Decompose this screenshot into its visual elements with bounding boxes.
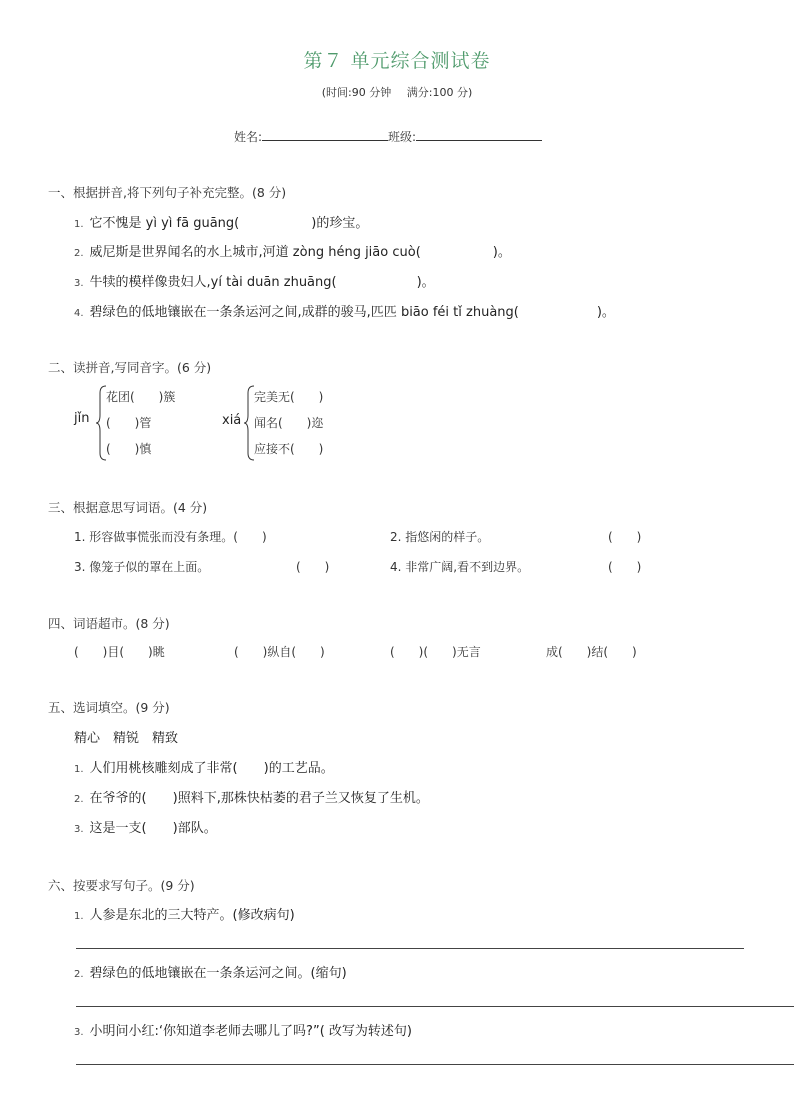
q-text: 人们用桃核雕刻成了非常( )的工艺品。: [89, 761, 334, 776]
q-text: 这是一支( )部队。: [89, 821, 217, 836]
s3-question-3: 3. 像笼子似的罩在上面。: [74, 560, 210, 574]
s5-question-1: [74, 757, 334, 776]
section-2-heading: 二、读拼音,写同音字。(6 分): [48, 360, 212, 375]
q-number: 3.: [74, 1027, 84, 1038]
q-text: 在爷爷的( )照料下,那株快枯萎的君子兰又恢复了生机。: [89, 791, 429, 806]
idiom-item-3: ( )( )无言: [390, 645, 481, 659]
answer-line-2[interactable]: [76, 1006, 794, 1007]
q-text: 碧绿色的低地镶嵌在一条条运河之间。(缩句): [89, 966, 347, 981]
q-number: 3.: [74, 278, 84, 289]
q-text: 牛犊的模样像贵妇人,yí tài duān zhuāng(: [89, 275, 337, 290]
q-tail: )。: [596, 305, 615, 320]
s3-question-2: 2. 指悠闲的样子。: [390, 530, 490, 544]
section-1-heading: 一、根据拼音,将下列句子补充完整。(8 分): [48, 185, 287, 200]
s1-question-3: [74, 271, 435, 290]
xia-item-3: 应接不( ): [254, 442, 324, 456]
q-number: 2.: [74, 248, 84, 259]
q-text: 它不愧是 yì yì fā guāng(: [89, 216, 240, 231]
s5-question-3: [74, 817, 217, 836]
jin-item-1: 花团( )簇: [106, 390, 176, 404]
word-choices: 精心 精锐 精致: [74, 731, 179, 746]
s6-question-3: [74, 1020, 412, 1039]
s1-question-4: [74, 301, 615, 320]
q-number: 1.: [74, 219, 84, 230]
answer-line-3[interactable]: [76, 1064, 794, 1065]
name-field[interactable]: [262, 128, 388, 141]
q-text: 人参是东北的三大特产。(修改病句): [89, 908, 295, 923]
idiom-item-2: ( )纵自( ): [234, 645, 325, 659]
q-tail: )的珍宝。: [311, 216, 369, 231]
pinyin-jin: jǐn: [74, 411, 90, 426]
q-number: 3.: [74, 824, 84, 835]
s3-answer-2[interactable]: ( ): [608, 530, 642, 544]
page-title: 第７ 单元综合测试卷: [303, 50, 491, 72]
idiom-item-4: 成( )结( ): [546, 645, 637, 659]
section-4-heading: 四、词语超市。(8 分): [48, 616, 170, 631]
s3-question-1: 1. 形容做事慌张而没有条理。( ): [74, 530, 267, 544]
s3-answer-3[interactable]: ( ): [296, 560, 330, 574]
s1-question-1: [74, 212, 368, 231]
section-3-heading: 三、根据意思写词语。(4 分): [48, 500, 208, 515]
s5-question-2: [74, 787, 429, 806]
exam-info: [0, 84, 794, 100]
q-text: 小明问小红:‘你知道李老师去哪儿了吗?”( 改写为转述句): [89, 1024, 412, 1039]
jin-item-2: ( )管: [106, 416, 152, 430]
pinyin-xia: xiá: [222, 413, 242, 428]
idiom-item-1: ( )目( )眺: [74, 645, 165, 659]
full-score: 满分:100 分): [406, 86, 473, 99]
s6-question-1: [74, 904, 295, 923]
q-number: 4.: [74, 308, 84, 319]
student-info-line: [234, 128, 542, 145]
section-5-heading: 五、选词填空。(9 分): [48, 700, 170, 715]
section-6-heading: 六、按要求写句子。(9 分): [48, 878, 195, 893]
class-field[interactable]: [416, 128, 542, 141]
answer-line-1[interactable]: [76, 948, 744, 949]
q-number: 2.: [74, 969, 84, 980]
time-limit: (时间:90 分钟: [321, 86, 392, 99]
q-text: 碧绿色的低地镶嵌在一条条运河之间,成群的骏马,匹匹 biāo féi tǐ zhuàng(: [89, 305, 519, 320]
q-number: 1.: [74, 764, 84, 775]
q-tail: )。: [416, 275, 435, 290]
s6-question-2: [74, 962, 347, 981]
jin-item-3: ( )慎: [106, 442, 152, 456]
xia-item-1: 完美无( ): [254, 390, 324, 404]
q-tail: )。: [492, 245, 511, 260]
q-number: 2.: [74, 794, 84, 805]
xia-item-2: 闻名( )迩: [254, 416, 324, 430]
class-label: 班级:: [388, 130, 417, 144]
q-number: 1.: [74, 911, 84, 922]
q-text: 威尼斯是世界闻名的水上城市,河道 zòng héng jiāo cuò(: [89, 245, 421, 260]
s1-question-2: [74, 241, 511, 260]
s3-answer-4[interactable]: ( ): [608, 560, 642, 574]
name-label: 姓名:: [234, 130, 263, 144]
s3-question-4: 4. 非常广阔,看不到边界。: [390, 560, 530, 574]
